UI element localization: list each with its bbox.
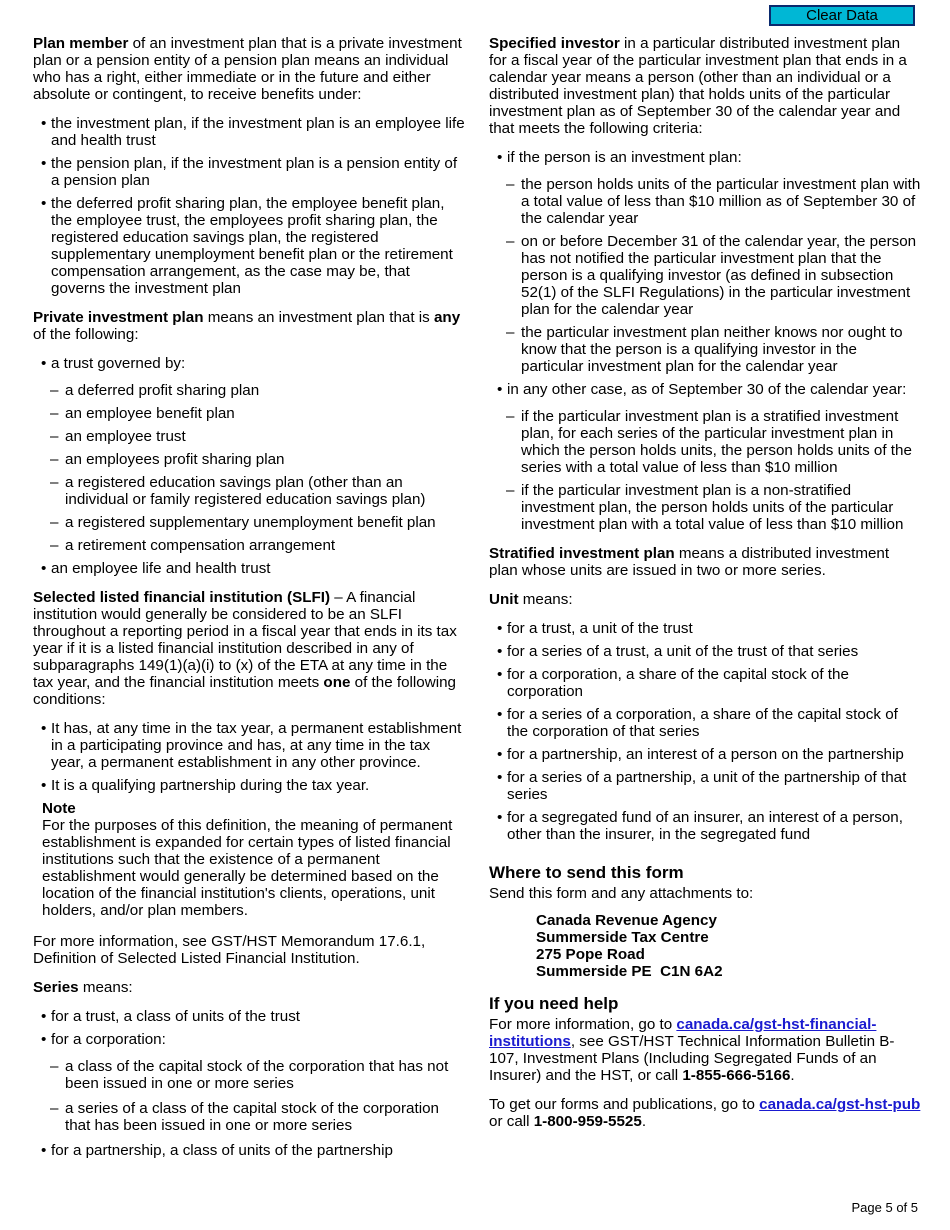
address-line: Summerside PE C1N 6A2 xyxy=(536,963,723,980)
list-item: – a class of the capital stock of the corporation that has not been issued in one or more series xyxy=(33,1058,465,1092)
specified-investor-list-2 xyxy=(489,381,921,398)
list-item: • It has, at any time in the tax year, a permanent establishment in a participating province and has, at any time in the tax year, a permanent establishment in any other province. xyxy=(33,720,465,771)
clear-data-button[interactable]: Clear Data xyxy=(769,5,915,26)
unit-definition: Unit means: xyxy=(489,591,573,608)
publications-text: To get our forms and publications, go to canada.ca/gst-hst-pub or call 1-800-959-5525. xyxy=(489,1096,921,1130)
send-instructions: Send this form and any attachments to: xyxy=(489,885,754,902)
list-item: • if the person is an investment plan: xyxy=(489,149,921,166)
slfi-note xyxy=(33,800,465,919)
list-item: – an employee benefit plan xyxy=(33,405,465,422)
slfi-more-info: For more information, see GST/HST Memorandum 17.6.1, Definition of Selected Listed Financial Institution. xyxy=(33,933,426,967)
plan-member-list xyxy=(33,115,465,297)
series-list-2 xyxy=(33,1142,465,1159)
list-item: • for a series of a corporation, a share of the capital stock of the corporation of that series xyxy=(489,706,921,740)
list-item: – a retirement compensation arrangement xyxy=(33,537,465,554)
list-item: • for a trust, a unit of the trust xyxy=(489,620,921,637)
private-plan-sublist xyxy=(33,382,465,554)
list-item: • It is a qualifying partnership during the tax year. xyxy=(33,777,465,794)
list-item: • for a corporation, a share of the capital stock of the corporation xyxy=(489,666,921,700)
address-line: Canada Revenue Agency xyxy=(536,912,717,929)
stratified-plan-definition: Stratified investment plan means a distributed investment plan whose units are issued in two or more series. xyxy=(489,545,890,579)
list-item: • the deferred profit sharing plan, the employee benefit plan, the employee trust, the employees profit sharing plan, the registered education savings plan, the registered supplementary unemployment benefit plan or the retirement compensation arrangement, as the case may be, that governs the investment plan xyxy=(33,195,465,297)
list-item: – the particular investment plan neither knows nor ought to know that the person is a qualifying investor in the particular investment plan for the calendar year xyxy=(489,324,921,375)
specified-investor-sublist-2 xyxy=(489,408,921,533)
list-item: – on or before December 31 of the calendar year, the person has not notified the particular investment plan that the person is a qualifying investor (as defined in subsection 52(1) of the SLFI Regulations) in the particular investment plan for the calendar year xyxy=(489,233,921,318)
list-item: – an employee trust xyxy=(33,428,465,445)
series-list xyxy=(33,1008,465,1048)
note-text: For the purposes of this definition, the meaning of permanent establishment is expanded for certain types of listed financial institutions such that the existence of a permanent establishment would generally be determined based on the location of the financial institution's clients, operations, unit holders, and/or plan members. xyxy=(42,817,453,919)
private-plan-list xyxy=(33,355,465,372)
list-item: – if the particular investment plan is a stratified investment plan, for each series of the particular investment plan in which the person holds units, the person holds units of the series with a total value of less than $10 million xyxy=(489,408,921,476)
list-item: – a series of a class of the capital stock of the corporation that has been issued in one or more series xyxy=(33,1100,465,1134)
private-plan-list-2 xyxy=(33,560,465,577)
gst-hst-pub-link[interactable]: canada.ca/gst-hst-pub xyxy=(759,1096,921,1113)
list-item: • the pension plan, if the investment plan is a pension entity of a pension plan xyxy=(33,155,465,189)
series-definition: Series means: xyxy=(33,979,133,996)
slfi-conditions-list xyxy=(33,720,465,794)
specified-investor-definition: Specified investor in a particular distributed investment plan for a fiscal year of the particular investment plan that ends in a calendar year means a person (other than an individual or a distributed investment plan) that holds units of the particular investment plan as of September 30 of the calendar year and that meets the following criteria: xyxy=(489,35,907,137)
list-item: – a registered education savings plan (other than an individual or family registered education savings plan) xyxy=(33,474,465,508)
list-item: • for a trust, a class of units of the trust xyxy=(33,1008,465,1025)
list-item: – an employees profit sharing plan xyxy=(33,451,465,468)
right-column xyxy=(489,35,921,1142)
list-item: • a trust governed by: xyxy=(33,355,465,372)
financial-institutions-link[interactable]: canada.ca/gst-hst-financial-institutions xyxy=(489,1016,877,1050)
list-item: • for a series of a trust, a unit of the trust of that series xyxy=(489,643,921,660)
specified-investor-sublist-1 xyxy=(489,176,921,375)
list-item: • in any other case, as of September 30 of the calendar year: xyxy=(489,381,921,398)
list-item: – the person holds units of the particular investment plan with a total value of less than $10 million as of September 30 of the calendar year xyxy=(489,176,921,227)
list-item: • for a corporation: xyxy=(33,1031,465,1048)
list-item: • an employee life and health trust xyxy=(33,560,465,577)
list-item: – a registered supplementary unemployment benefit plan xyxy=(33,514,465,531)
note-title: Note xyxy=(42,800,76,817)
help-heading: If you need help xyxy=(489,994,619,1013)
list-item: • for a series of a partnership, a unit of the partnership of that series xyxy=(489,769,921,803)
slfi-definition: Selected listed financial institution (SLFI) – A financial institution would generally be considered to be an SLFI throughout a reporting period in a fiscal year that ends in its tax year if it is a listed financial institution described in any of subparagraphs 149(1)(a)(i) to (x) of the ETA at any time in the tax year, and the financial institution meets one of the following conditions: xyxy=(33,589,457,708)
address-line: Summerside Tax Centre xyxy=(536,929,709,946)
where-to-send-heading: Where to send this form xyxy=(489,863,684,882)
list-item: • for a partnership, a class of units of the partnership xyxy=(33,1142,465,1159)
unit-list xyxy=(489,620,921,843)
list-item: • for a partnership, an interest of a person on the partnership xyxy=(489,746,921,763)
list-item: • the investment plan, if the investment plan is an employee life and health trust xyxy=(33,115,465,149)
address-line: 275 Pope Road xyxy=(536,946,645,963)
private-investment-plan-definition: Private investment plan means an investment plan that is any of the following: xyxy=(33,309,461,343)
list-item: – if the particular investment plan is a non-stratified investment plan, the person holds units of the particular investment plan with a total value of less than $10 million xyxy=(489,482,921,533)
help-text: For more information, go to canada.ca/gst-hst-financial-institutions, see GST/HST Technical Information Bulletin B-107, Investment Plans (Including Segregated Funds of an Insurer) and the HST, or call 1-855-666-5166. xyxy=(489,1016,895,1084)
mailing-address xyxy=(489,912,921,980)
plan-member-definition: Plan member of an investment plan that is a private investment plan or a pension entity of a pension plan means an individual who has a right, either immediate or in the future and either absolute or contingent, to receive benefits under: xyxy=(33,35,462,103)
page-number: Page 5 of 5 xyxy=(851,1200,918,1215)
series-sublist xyxy=(33,1058,465,1134)
list-item: – a deferred profit sharing plan xyxy=(33,382,465,399)
left-column xyxy=(33,35,465,1165)
specified-investor-list xyxy=(489,149,921,166)
list-item: • for a segregated fund of an insurer, an interest of a person, other than the insurer, in the segregated fund xyxy=(489,809,921,843)
